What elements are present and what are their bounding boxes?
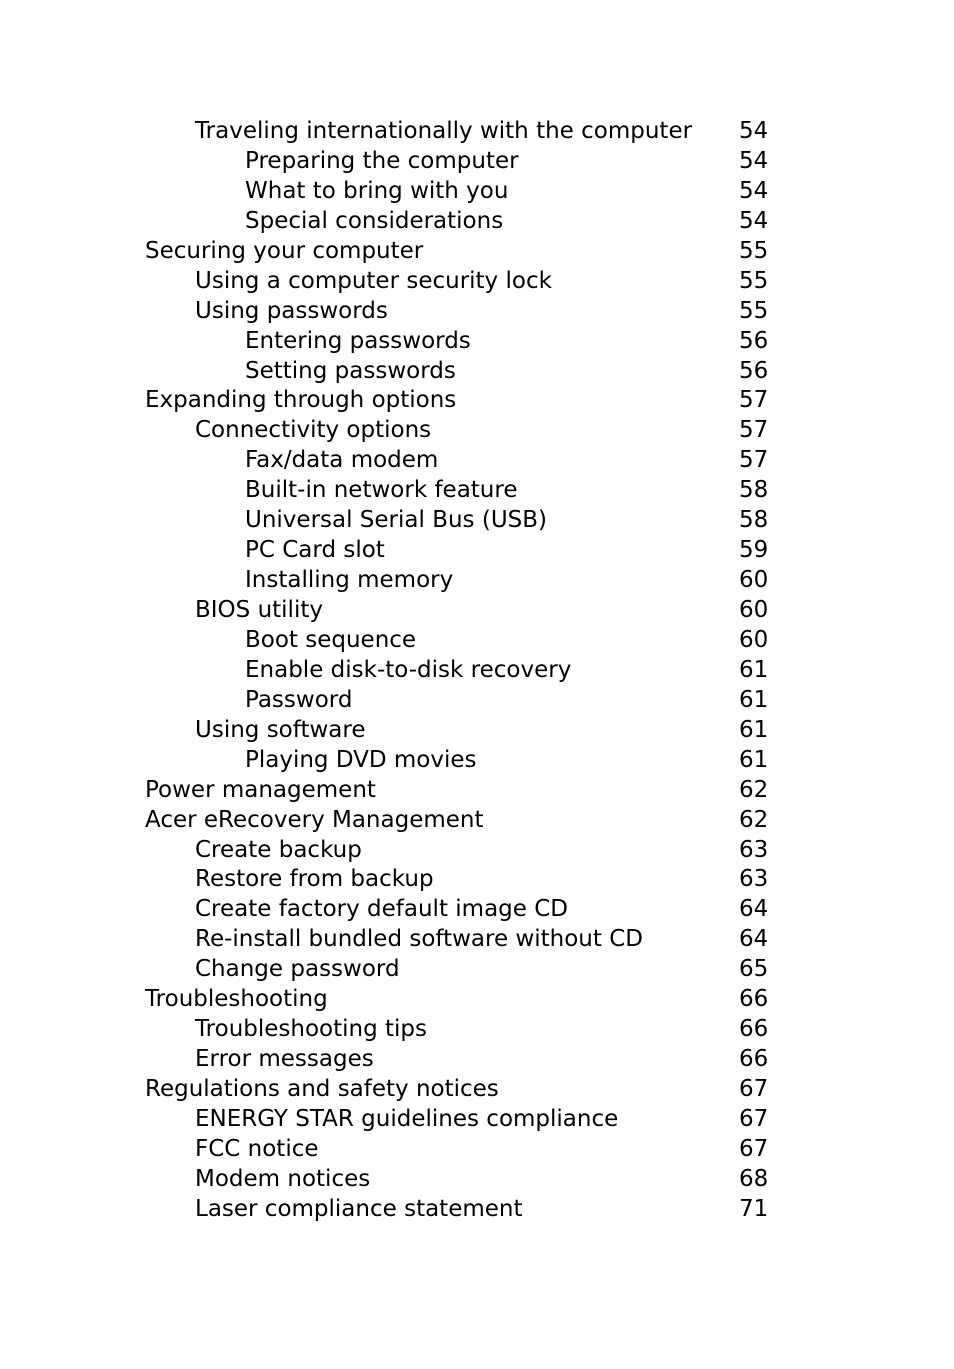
toc-entry[interactable] [145, 954, 805, 984]
toc-entry-page-number: 58 [739, 477, 769, 504]
toc-entry[interactable] [145, 805, 805, 835]
toc-entry[interactable] [145, 894, 805, 924]
toc-entry-title: Preparing the computer [245, 147, 519, 174]
toc-entry-title: Traveling internationally with the computer [195, 118, 693, 144]
toc-entry[interactable] [145, 415, 805, 445]
toc-entry[interactable] [145, 445, 805, 475]
toc-entry-title: Change password [195, 956, 400, 983]
toc-entry-title: Enable disk-to-disk recovery [245, 656, 572, 683]
toc-entry-page-number: 71 [739, 1195, 769, 1222]
toc-entry-page-number: 56 [739, 357, 769, 384]
toc-entry[interactable] [145, 296, 805, 326]
toc-entry-title: Universal Serial Bus (USB) [245, 507, 547, 534]
toc-entry[interactable] [145, 266, 805, 296]
toc-entry-title: FCC notice [195, 1135, 319, 1162]
toc-entry-title: Power management [145, 776, 376, 803]
toc-entry-title: Boot sequence [245, 626, 417, 653]
toc-entry-title: Re-install bundled software without CD [195, 926, 643, 953]
toc-entry-title: Using passwords [195, 297, 388, 324]
toc-entry-title: Troubleshooting [145, 986, 328, 1013]
toc-entry-title: What to bring with you [245, 177, 509, 204]
toc-entry[interactable] [145, 715, 805, 745]
toc-entry[interactable] [145, 146, 805, 176]
toc-entry-title: Expanding through options [145, 387, 457, 414]
toc-entry-title: BIOS utility [195, 597, 323, 623]
toc-entry[interactable] [145, 385, 805, 415]
toc-entry-page-number: 59 [739, 537, 769, 564]
toc-entry[interactable] [145, 206, 805, 236]
toc-entry-page-number: 54 [739, 207, 769, 234]
toc-entry-page-number: 57 [739, 387, 769, 414]
toc-entry-title: Troubleshooting tips [195, 1016, 427, 1043]
toc-entry[interactable] [145, 116, 805, 146]
toc-entry[interactable] [145, 1164, 805, 1194]
toc-entry[interactable] [145, 864, 805, 894]
toc-entry-title: Modem notices [195, 1165, 371, 1192]
toc-entry-page-number: 55 [739, 267, 769, 294]
toc-entry-title: Error messages [195, 1046, 374, 1073]
toc-entry-title: Entering passwords [245, 327, 471, 354]
toc-entry-page-number: 61 [739, 746, 769, 773]
toc-entry[interactable] [145, 1134, 805, 1164]
toc-entry[interactable] [145, 835, 805, 865]
toc-entry-page-number: 57 [739, 417, 769, 444]
toc-entry[interactable] [145, 236, 805, 266]
toc-entry-title: Setting passwords [245, 357, 456, 384]
toc-entry-title: Built-in network feature [245, 477, 518, 504]
toc-entry-page-number: 55 [739, 297, 769, 324]
toc-entry[interactable] [145, 1074, 805, 1104]
toc-entry-page-number: 66 [739, 1046, 769, 1073]
toc-entry-title: ENERGY STAR guidelines compliance [195, 1105, 619, 1132]
toc-entry-title: Playing DVD movies [245, 746, 477, 773]
toc-entry[interactable] [145, 176, 805, 206]
toc-entry-page-number: 62 [739, 806, 769, 833]
toc-entry[interactable] [145, 1044, 805, 1074]
toc-entry[interactable] [145, 326, 805, 356]
toc-entry-page-number: 63 [739, 866, 769, 893]
toc-entry-page-number: 66 [739, 1016, 769, 1043]
toc-entry[interactable] [145, 924, 805, 954]
toc-entry-title: Fax/data modem [245, 447, 439, 474]
toc-entry-page-number: 67 [739, 1135, 769, 1162]
toc-entry-title: Regulations and safety notices [145, 1076, 499, 1102]
toc-entry[interactable] [145, 356, 805, 386]
toc-entry-page-number: 64 [739, 926, 769, 953]
toc-entry-page-number: 67 [739, 1076, 769, 1102]
toc-entry-title: Laser compliance statement [195, 1195, 523, 1222]
toc-entry[interactable] [145, 745, 805, 775]
toc-entry-page-number: 61 [739, 686, 769, 713]
toc-entry-title: Password [245, 686, 353, 713]
toc-entry[interactable] [145, 775, 805, 805]
toc-entry[interactable] [145, 655, 805, 685]
toc-entry-page-number: 61 [739, 716, 769, 743]
toc-entry-page-number: 66 [739, 986, 769, 1013]
table-of-contents [145, 116, 805, 1224]
toc-entry-title: Create backup [195, 836, 362, 863]
toc-entry-page-number: 60 [739, 626, 769, 653]
toc-entry[interactable] [145, 1104, 805, 1134]
toc-entry-title: Using software [195, 716, 366, 743]
toc-entry-page-number: 54 [739, 118, 769, 144]
toc-entry-title: Special considerations [245, 207, 504, 234]
toc-entry-page-number: 56 [739, 327, 769, 354]
toc-entry-page-number: 67 [739, 1105, 769, 1132]
toc-entry-page-number: 62 [739, 776, 769, 803]
toc-entry-page-number: 63 [739, 836, 769, 863]
toc-entry-page-number: 61 [739, 656, 769, 683]
toc-entry[interactable] [145, 565, 805, 595]
toc-entry[interactable] [145, 625, 805, 655]
toc-entry-page-number: 60 [739, 597, 769, 623]
toc-entry[interactable] [145, 984, 805, 1014]
toc-entry-page-number: 68 [739, 1165, 769, 1192]
toc-entry[interactable] [145, 685, 805, 715]
toc-entry-page-number: 55 [739, 237, 769, 264]
toc-entry[interactable] [145, 1194, 805, 1224]
toc-entry-title: PC Card slot [245, 537, 385, 564]
toc-entry[interactable] [145, 595, 805, 625]
toc-entry[interactable] [145, 505, 805, 535]
toc-entry-title: Securing your computer [145, 237, 424, 264]
toc-entry-title: Using a computer security lock [195, 267, 552, 294]
toc-entry[interactable] [145, 1014, 805, 1044]
toc-entry[interactable] [145, 535, 805, 565]
toc-entry-page-number: 58 [739, 507, 769, 534]
toc-entry-title: Installing memory [245, 567, 454, 594]
toc-entry-page-number: 60 [739, 567, 769, 594]
toc-entry-title: Acer eRecovery Management [145, 806, 484, 833]
toc-entry-page-number: 54 [739, 147, 769, 174]
toc-entry-page-number: 64 [739, 896, 769, 923]
toc-entry-page-number: 65 [739, 956, 769, 983]
toc-entry[interactable] [145, 475, 805, 505]
toc-entry-title: Connectivity options [195, 417, 432, 444]
toc-entry-title: Create factory default image CD [195, 896, 568, 923]
toc-entry-page-number: 54 [739, 177, 769, 204]
toc-entry-title: Restore from backup [195, 866, 434, 893]
toc-entry-page-number: 57 [739, 447, 769, 474]
